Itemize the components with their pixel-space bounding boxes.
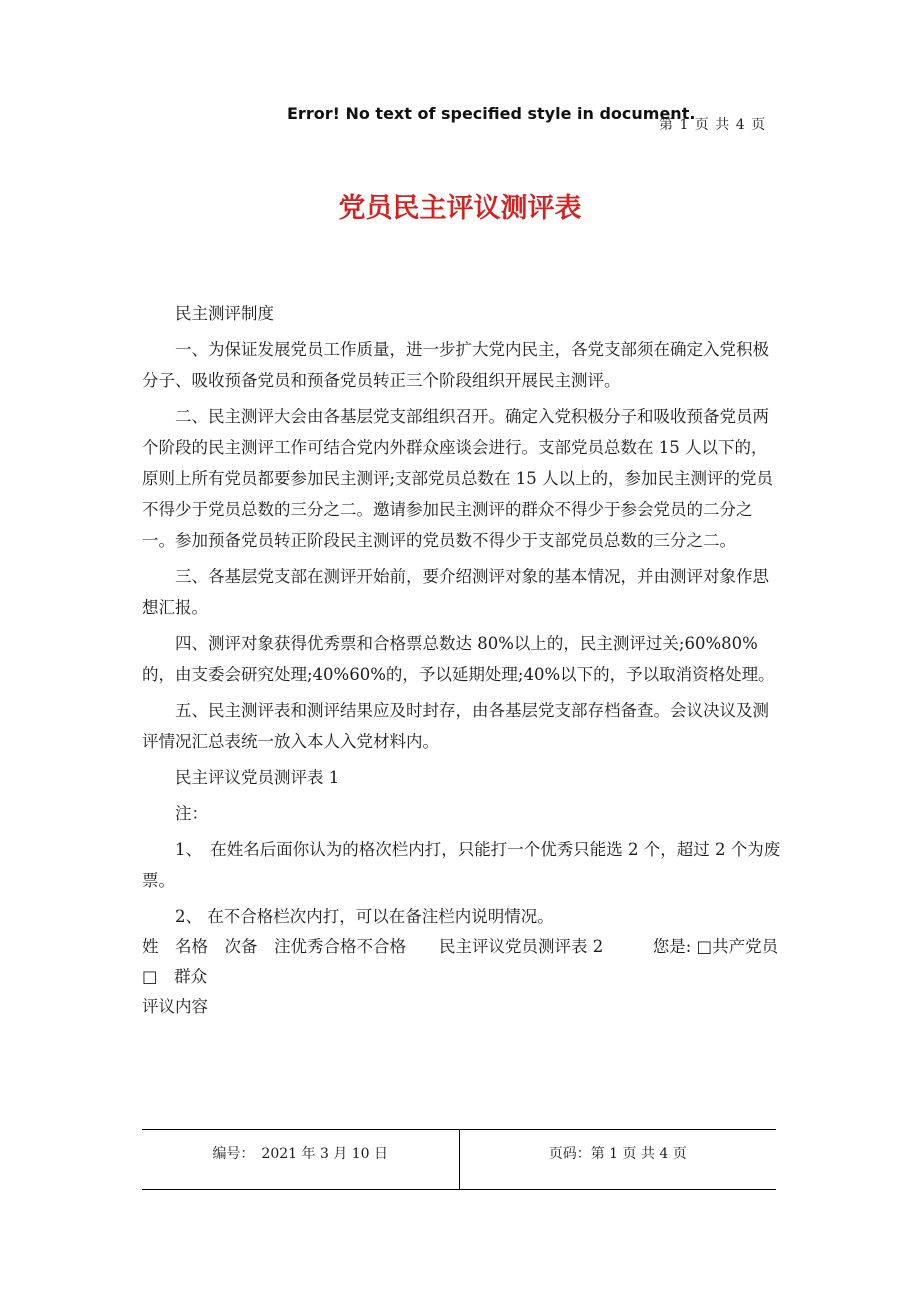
header-error-text: Error! No text of specified style in document.: [287, 104, 696, 123]
table-columns-line: 姓 名格 次备 注优秀合格不合格 民主评议党员测评表 2 您是: □共产党员 □ 群众: [142, 937, 795, 986]
note-label: 注：: [175, 804, 208, 823]
note-2: 2、 在不合格栏次内打，可以在备注栏内说明情况。: [175, 907, 554, 926]
evaluation-content-label: 评议内容: [142, 997, 208, 1016]
paragraph-4: 四、测评对象获得优秀票和合格票总数达 80%以上的，民主测评过关;60%80%的，由支委会研究处理;40%60%的，予以延期处理;40%以下的，予以取消资格处理。: [142, 634, 775, 684]
paragraph-2: 二、民主测评大会由各基层党支部组织召开。确定入党积极分子和吸收预备党员两个阶段的民主测评工作可结合党内外群众座谈会进行。支部党员总数在 15 人以下的，原则上所有党员都要参加民主测评;支部党员总数在 15 人以上的，参加民主测评的党员不得少于党员总数的三分之二。邀请参加民主测评的群众不得少于参会党员的二分之一。参加预备党员转正阶段民主测评的党员数不得少于支部党员总数的三分之二。: [142, 407, 774, 550]
paragraph-1: 一、为保证发展党员工作质量，进一步扩大党内民主，各党支部须在确定入党积极分子、吸收预备党员和预备党员转正三个阶段组织开展民主测评。: [142, 340, 769, 390]
table1-label: 民主评议党员测评表 1: [175, 768, 340, 787]
footer-page-cell: [460, 1130, 777, 1189]
paragraph-5: 五、民主测评表和测评结果应及时封存，由各基层党支部存档备查。会议决议及测评情况汇总表统一放入本人入党材料内。: [142, 701, 769, 751]
footer-table: [142, 1129, 776, 1190]
footer-number-cell: [142, 1130, 460, 1189]
footer-number-text: 编号： 2021 年 3 月 10 日: [212, 1146, 389, 1162]
paragraph-3: 三、各基层党支部在测评开始前，要介绍测评对象的基本情况，并由测评对象作思想汇报。: [142, 567, 769, 617]
note-1: 1、 在姓名后面你认为的格次栏内打，只能打一个优秀只能选 2 个，超过 2 个为废票。: [142, 840, 781, 890]
section-heading: 民主测评制度: [175, 304, 274, 323]
header-page-info: 第 1 页 共 4 页: [659, 117, 767, 133]
document-body: [142, 298, 795, 1022]
footer-page-text: 页码：第 1 页 共 4 页: [548, 1146, 687, 1162]
document-title: 党员民主评议测评表: [338, 193, 582, 224]
